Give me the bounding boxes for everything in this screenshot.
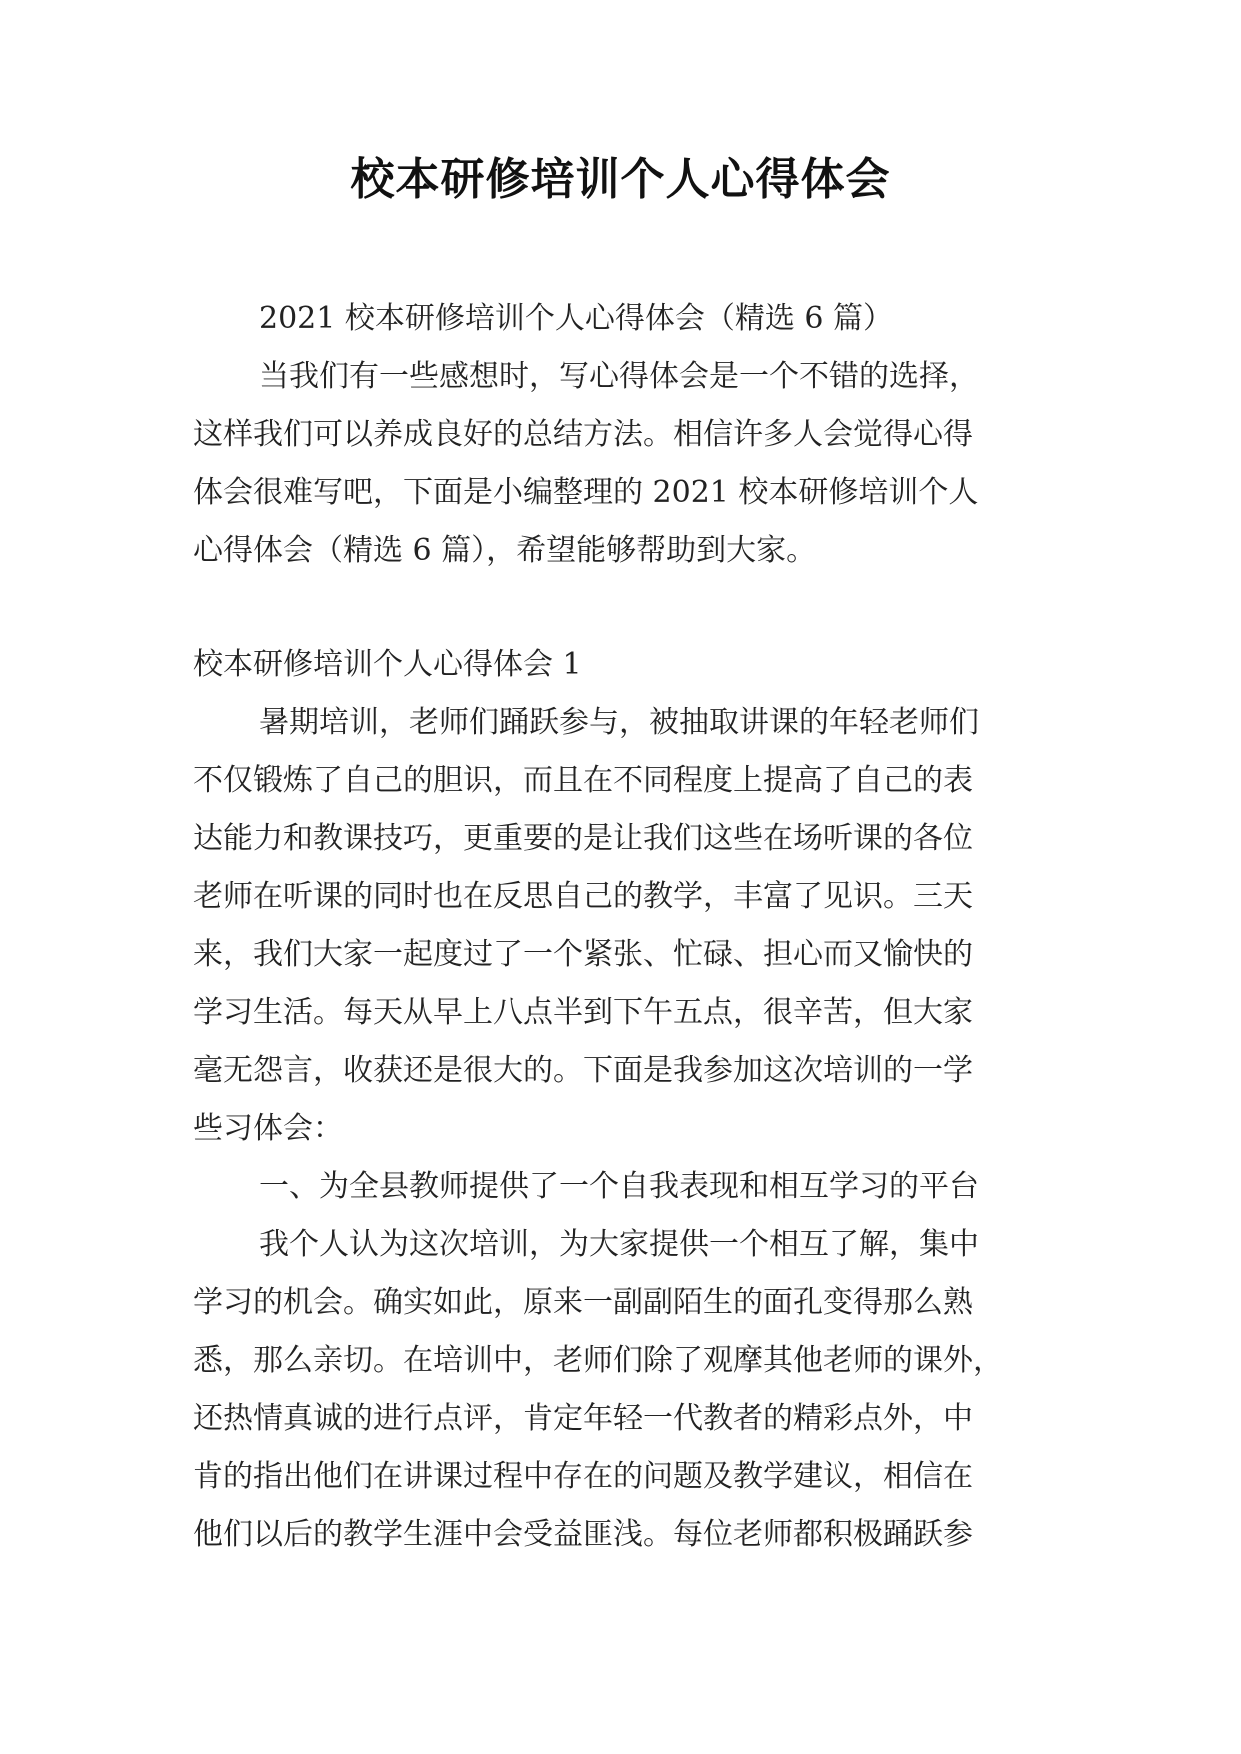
intro-line: 心得体会（精选 6 篇），希望能够帮助到大家。 bbox=[193, 533, 817, 568]
paragraph-line: 学习生活。每天从早上八点半到下午五点，很辛苦，但大家 bbox=[193, 995, 973, 1030]
intro-line: 体会很难写吧，下面是小编整理的 2021 校本研修培训个人 bbox=[193, 475, 979, 510]
paragraph-line: 他们以后的教学生涯中会受益匪浅。每位老师都积极踊跃参 bbox=[193, 1517, 973, 1552]
paragraph-line: 老师在听课的同时也在反思自己的教学，丰富了见识。三天 bbox=[193, 879, 973, 914]
paragraph-line: 肯的指出他们在讲课过程中存在的问题及教学建议，相信在 bbox=[193, 1459, 973, 1494]
paragraph-line: 还热情真诚的进行点评，肯定年轻一代教者的精彩点外，中 bbox=[193, 1401, 973, 1436]
paragraph-line: 达能力和教课技巧，更重要的是让我们这些在场听课的各位 bbox=[193, 821, 973, 856]
paragraph-line: 悉，那么亲切。在培训中，老师们除了观摩其他老师的课外， bbox=[193, 1343, 1003, 1378]
document-body bbox=[193, 290, 1053, 1564]
paragraph-line: 不仅锻炼了自己的胆识，而且在不同程度上提高了自己的表 bbox=[193, 763, 973, 798]
section-heading: 校本研修培训个人心得体会 1 bbox=[193, 647, 582, 682]
document-title: 校本研修培训个人心得体会 bbox=[350, 154, 891, 205]
paragraph-line: 学习的机会。确实如此，原来一副副陌生的面孔变得那么熟 bbox=[193, 1285, 973, 1320]
subsection-heading: 一、为全县教师提供了一个自我表现和相互学习的平台 bbox=[259, 1169, 979, 1204]
intro-line: 当我们有一些感想时，写心得体会是一个不错的选择， bbox=[259, 359, 979, 394]
paragraph-line: 些习体会： bbox=[193, 1111, 343, 1146]
paragraph-line: 我个人认为这次培训，为大家提供一个相互了解，集中 bbox=[259, 1227, 979, 1262]
intro-line: 这样我们可以养成良好的总结方法。相信许多人会觉得心得 bbox=[193, 417, 973, 452]
paragraph-line: 来，我们大家一起度过了一个紧张、忙碌、担心而又愉快的 bbox=[193, 937, 973, 972]
paragraph-line: 暑期培训，老师们踊跃参与，被抽取讲课的年轻老师们 bbox=[259, 705, 979, 740]
subtitle-line: 2021 校本研修培训个人心得体会（精选 6 篇） bbox=[259, 301, 894, 336]
paragraph-line: 毫无怨言，收获还是很大的。下面是我参加这次培训的一学 bbox=[193, 1053, 973, 1088]
paragraph-gap bbox=[193, 580, 1053, 636]
